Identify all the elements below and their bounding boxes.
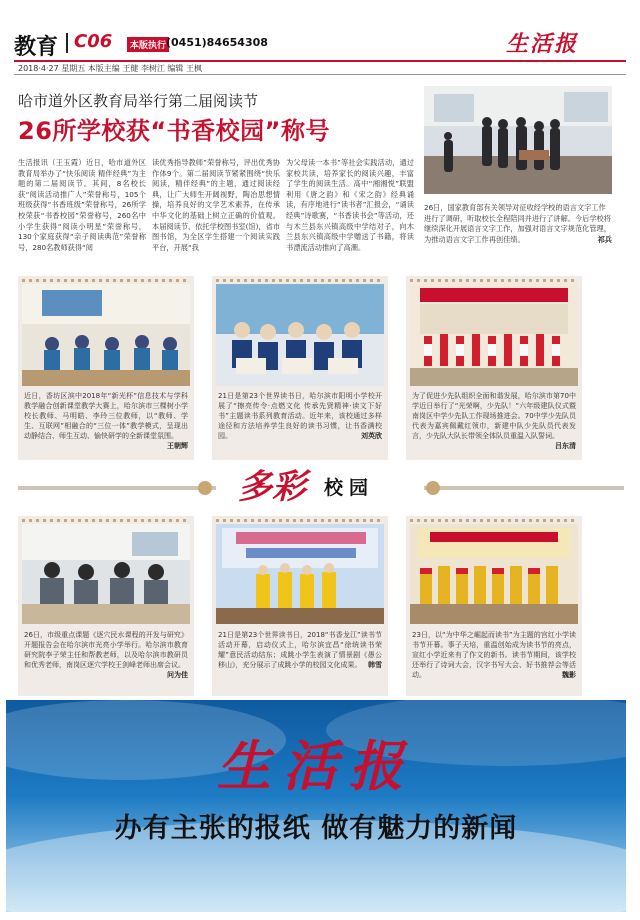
masthead-logo: 生活报 [506, 31, 579, 57]
lead-column-3: 为父母读一本书”等社会实践活动，通过家校共读，培养家长的阅读兴趣，丰富了学生的阅读生活。高中“湘湘悦”联盟利用《唐之韵》和《宋之韵》经典诵读，有序地进行“读书者”汇报会，“诵读经典”诗歌赛，“书香读书会”等活动，还与木兰县东兴镇高级中学结对子，向木兰县东兴镇高级中学赠送了书籍，将读书漂流活动推向了高潮。 [286, 158, 414, 252]
card-caption-text: 23日，以“为中华之崛起而读书”为主题的宫红小学读书节开幕。事子天培，重温创始成为读书节的亮点，宣红小学近来有了作文的新书。读书节期间，该学校还举行了诗词大会，汉字书写大会、好书推荐会等活动。 [412, 631, 576, 679]
lead-photo [424, 86, 612, 194]
lead-column-1: 生活报讯（王玉霞）近日，哈市道外区教育局举办了“快乐阅读 精伴经典”为主题的第二届阅读节。其间，8名校长获“阅读活动推广人”荣誉称号，105个班级获得“书香班级”荣誉称号，26所学校荣获“书香校园”荣誉称号，260名中小学生获得“阅读小明星”荣誉称号，130个家庭获得“亲子阅读典范”荣誉称号，280名教师获得“阅 [18, 158, 146, 252]
bead-string [22, 519, 190, 522]
banner-logo: 生活报 [217, 734, 415, 798]
feature-title [224, 455, 424, 515]
card-caption [218, 630, 382, 670]
card-caption-text: 近日，香坊区滨中2018年“新光杯”信息技术与学科教学融合创新课堂教学大赛上，哈尔滨市三棵树小学校长教师、马明皓、李玲三位教师，以“教师、学生、互联网”相融合的“三位一体”教学模式，呈现出动静结合、师生互动、愉快研学的全新课堂氛围。 [24, 392, 188, 440]
card-photo [216, 284, 384, 386]
promo-banner [6, 700, 626, 912]
lead-subhead: 哈市道外区教育局举行第二届阅读节 [18, 92, 259, 110]
card-caption [412, 630, 576, 680]
lead-column-2: 读优秀指导教师”荣誉称号，评出优秀协作体9个。第二届阅读节紧紧围绕“快乐阅读，精伴经典”的主题，通过阅读经典，让广大师生开阔视野，陶冶思想情操，培养良好的文学艺术素养，在传承中华文化的基础上树立正确的价值观。本届阅读节，依托学校图书室(馆)，省市图书馆，为全区学生搭建一个阅读实践平台，开展“我 [152, 158, 280, 252]
card-photo [22, 284, 190, 386]
header-rule-thin [14, 74, 626, 75]
bead-string [410, 279, 578, 282]
bead-string [22, 279, 190, 282]
card-caption-text: 21日是第23个世界读书日，哈尔滨市阳明小学校开展了“擦亮传令·点燃文化 传承先贤精神·读文下好书”主题读书系列教育活动。近年来，该校通过多样途径和方法培养学生良好的读书习惯，让书香满校园。 [218, 392, 382, 440]
card-caption-text: 为了促进少先队组织全面和谐发展，哈尔滨市第70中学近日举行了“光荣啊，少先队！”六年级建队仪式暨南岗区中学少先队工作现场推进会。70中学少先队员代表为嘉宾佩戴红领巾，新建中队少先队员代表发言，少先队大队长带领全体队员重温入队誓词。 [412, 392, 576, 440]
feature-rest: 校园 [324, 477, 375, 499]
card-photo [216, 524, 384, 624]
section-title: 教育 [14, 34, 59, 60]
lead-photo-byline: 祁兵 [597, 234, 612, 244]
ornament-dot [426, 481, 440, 495]
lead-photo-caption-text: 26日，国家教育部有关领导对征收经学校的语言文字工作进行了调研，听取校长全程陪同并进行了讲解。今后学校将继续深化开展语言文字工作，加强对语言文字规范化管理，为推动语言文字工作再创佳绩。 [424, 203, 611, 244]
card-photo [22, 524, 190, 624]
hotline: (0451)84654308 [166, 36, 268, 49]
card-caption [24, 391, 188, 451]
page-code: C06 [74, 31, 113, 52]
card-photo [410, 524, 578, 624]
card-byline: 刘英欣 [361, 432, 382, 440]
ornament-dot [198, 481, 212, 495]
section-divider [66, 33, 68, 53]
card-caption [24, 630, 188, 680]
brand-tag: 本版执行 [127, 37, 169, 52]
card-caption-text: 21日是第23个世界读书日，2018“书香龙江”读书节活动开幕，启动仪式上，哈尔滨宜昌“徐统读书荣耀”意民活动结东；成跳小学生表演了情景剧《愚公移山》，充分展示了成跳小学的校园文化成果。 [218, 631, 382, 669]
card-byline: 王朝辉 [167, 442, 188, 450]
divider-right [424, 486, 624, 490]
header-rule [14, 60, 626, 62]
divider-left [18, 486, 216, 490]
feature-accent: 多彩 [238, 467, 306, 507]
card-byline: 魏影 [562, 671, 576, 679]
banner-slogan: 办有主张的报纸 做有魅力的新闻 [114, 813, 518, 844]
lead-headline: 26所学校获“书香校园”称号 [18, 117, 330, 145]
dateline: 2018·4·27 星期五 本版主编 王健 李树江 编辑 王枫 [18, 64, 202, 73]
bead-string [216, 279, 384, 282]
card-photo [410, 284, 578, 386]
card-caption [412, 391, 576, 451]
bead-string [410, 519, 578, 522]
card-caption-text: 26日，市级重点课题《逐穴民水课程的开发与研究》开题报告会在哈尔滨市光亮小学举行。哈尔滨市教育研究院李子荣主任和帮教老师，以及哈尔滨市教研员和优秀老师，南岗区逐穴学校王剑峰老师出席会议。 [24, 631, 188, 669]
bead-string [216, 519, 384, 522]
card-caption [218, 391, 382, 441]
lead-photo-caption [424, 203, 612, 245]
card-byline: 问为佳 [167, 671, 188, 679]
card-byline: 吕东清 [555, 442, 576, 450]
card-byline: 韩雪 [368, 661, 382, 669]
